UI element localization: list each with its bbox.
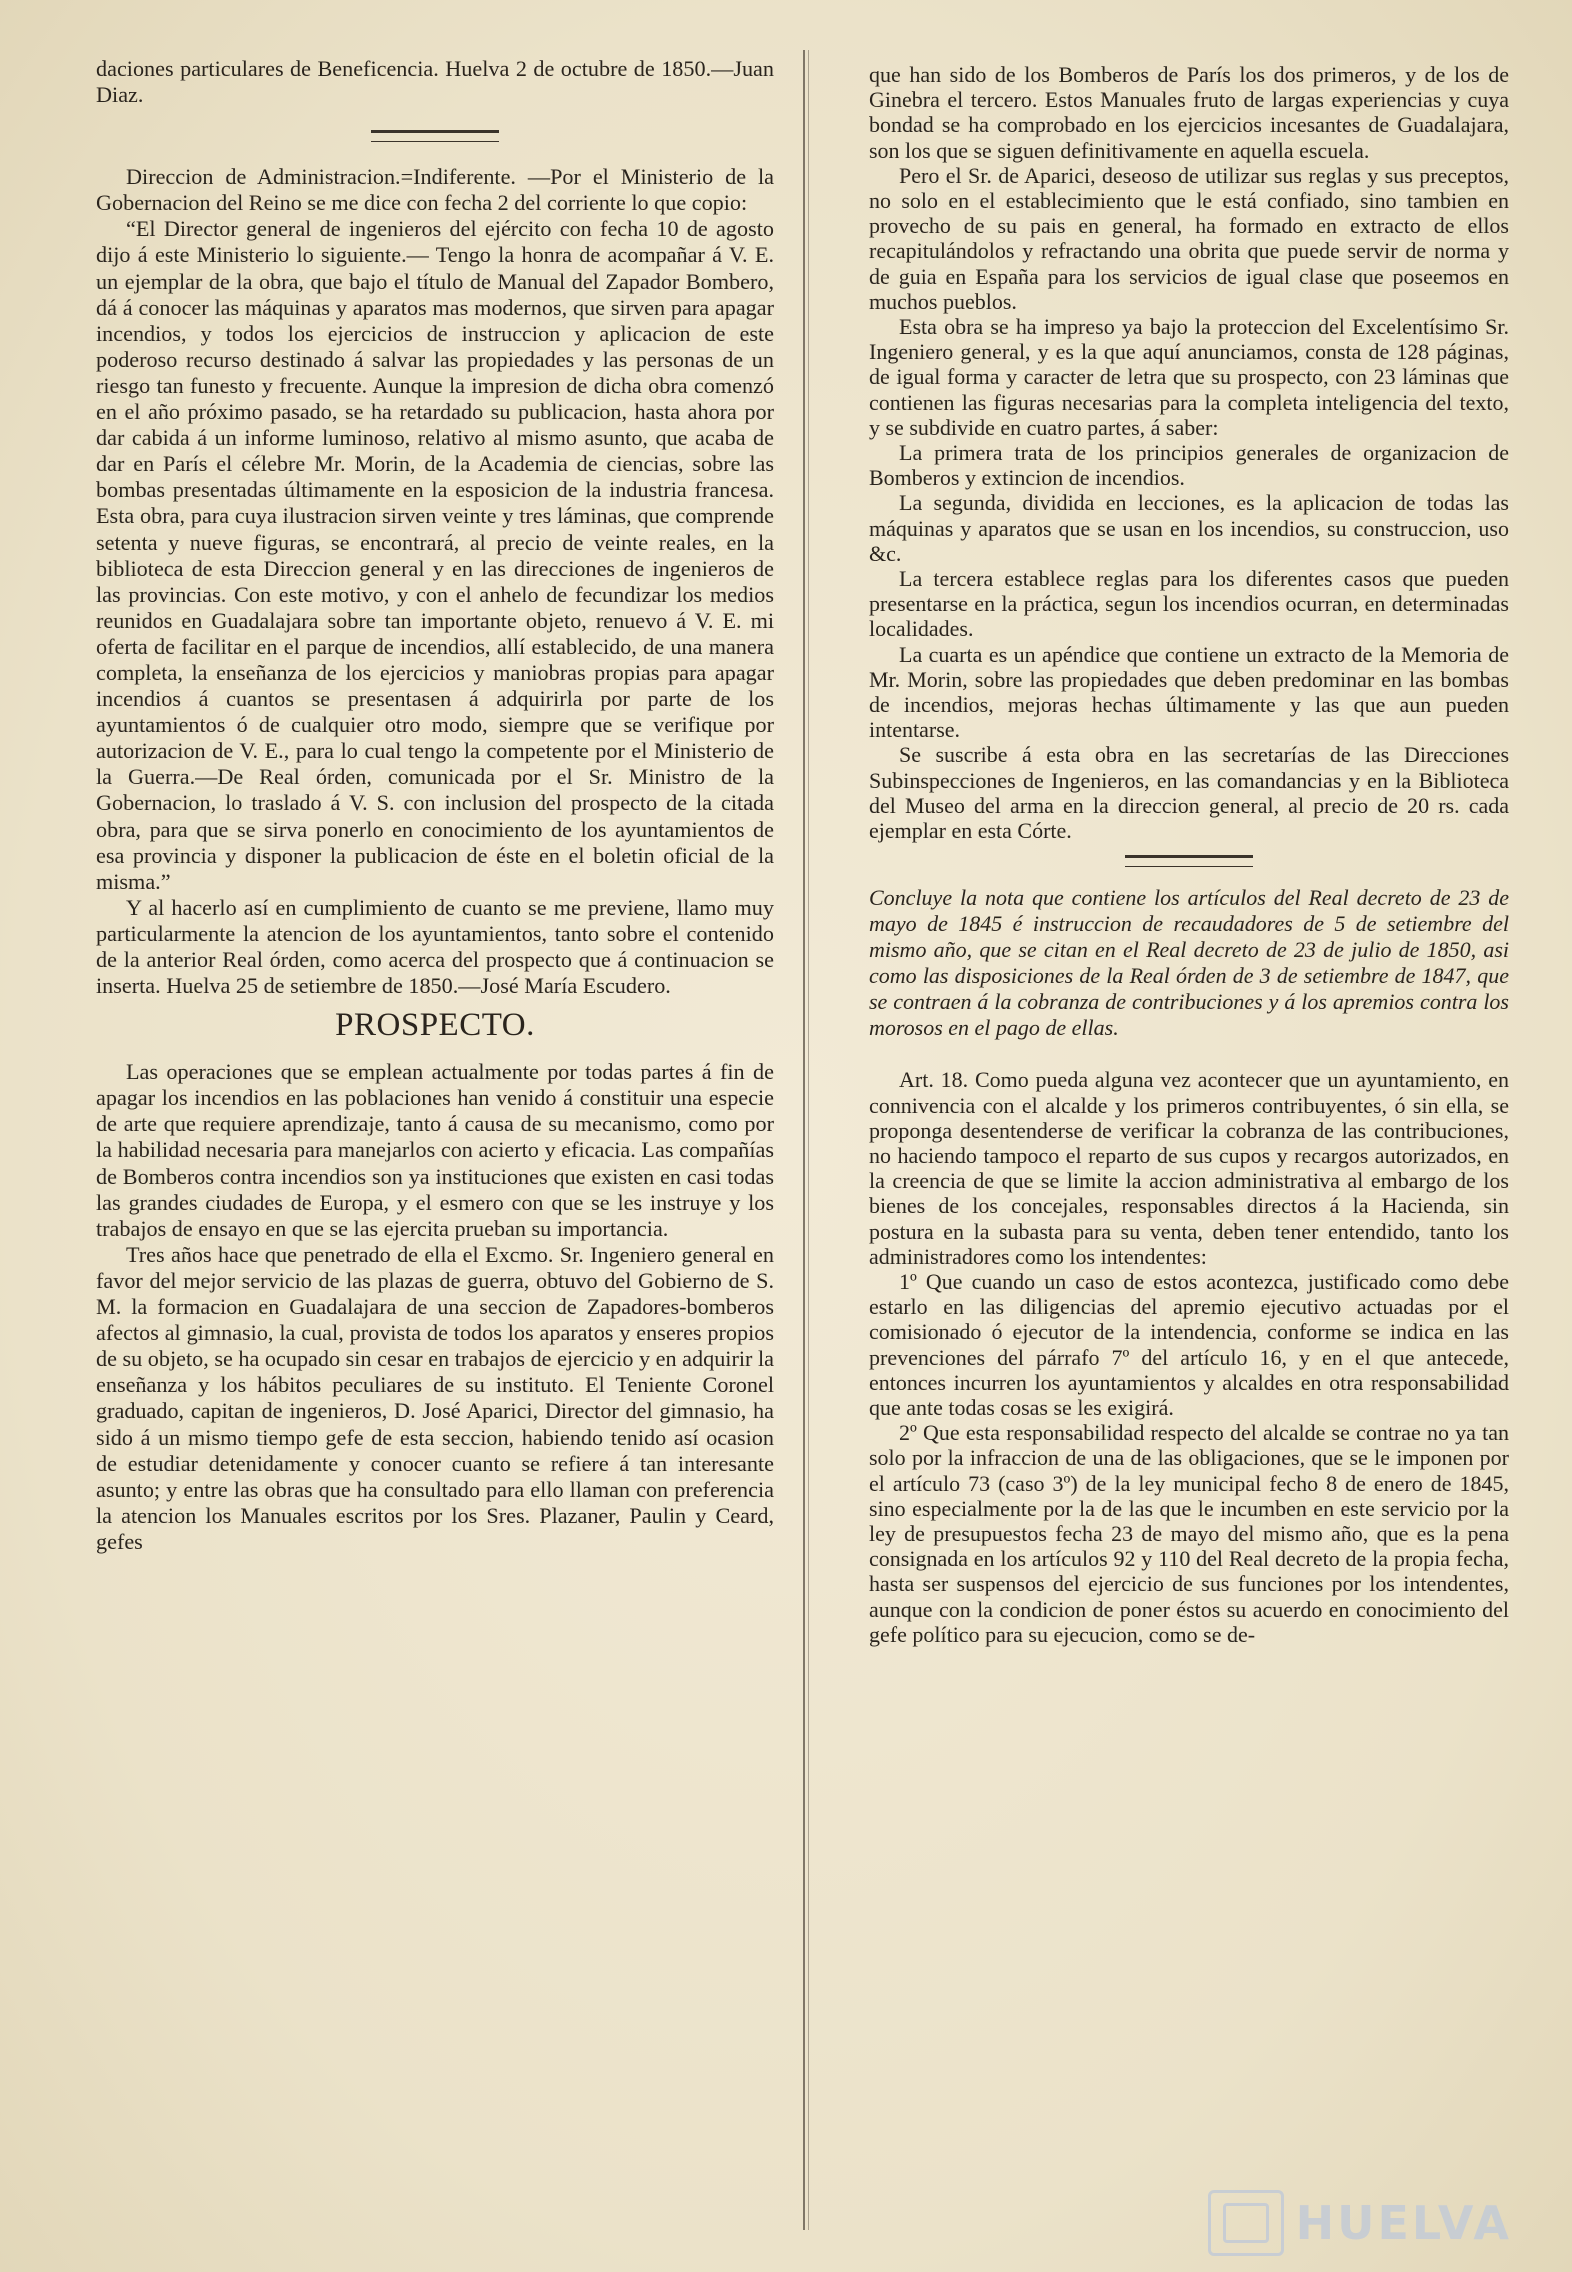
- paragraph: La tercera establece reglas para los diferentes casos que pueden presentarse en la práctica, segun los incendios ocurran, en determinadas localidades.: [869, 566, 1509, 642]
- left-column: [96, 56, 774, 1555]
- paragraph: La segunda, dividida en lecciones, es la aplicacion de todas las máquinas y aparatos que se usan en los incendios, su construccion, uso &c.: [869, 490, 1509, 566]
- watermark-text: HUELVA: [1295, 2196, 1512, 2250]
- italic-note: Concluye la nota que contiene los artículos del Real decreto de 23 de mayo de 1845 é instruccion de recaudadores de 5 de setiembre del mismo año, que se citan en el Real decreto de 23 de julio de 1850, asi como las disposiciones de la Real órden de 3 de setiembre de 1847, que se contraen á la cobranza de contribuciones y á los apremios contra los morosos en el pago de ellas.: [869, 885, 1509, 1041]
- paragraph: 2º Que esta responsabilidad respecto del alcalde se contrae no ya tan solo por la infraccion de una de las obligaciones, que se le imponen por el artículo 73 (caso 3º) de la ley municipal fecho 8 de enero de 1845, sino especialmente por la de las que le incumben en este servicio por la ley de presupuestos fecha 23 de mayo del mismo año, que es la pena consignada en los artículos 92 y 110 del Real decreto de la propia fecha, hasta ser suspensos del ejercicio de sus funciones por los intendentes, aunque con la condicion de poner éstos su acuerdo en conocimiento del gefe político para su ejecucion, como se de-: [869, 1420, 1509, 1647]
- paragraph: que han sido de los Bomberos de París los dos primeros, y de los de Ginebra el tercero. Estos Manuales fruto de largas experiencias y cuya bondad se ha comprobado en los ejercicios incesantes de Guadalajara, son los que se siguen definitivamente en aquella escuela.: [869, 62, 1509, 163]
- intro-paragraph: daciones particulares de Beneficencia. Huelva 2 de octubre de 1850.—Juan Diaz.: [96, 56, 774, 108]
- right-column: [869, 62, 1509, 1647]
- section-separator: [371, 130, 499, 142]
- paragraph: Pero el Sr. de Aparici, deseoso de utilizar sus reglas y sus preceptos, no solo en el establecimiento que le está confiado, sino tambien en provecho de su pais en general, ha formado en extracto de ellos recapitulándolos y refractando una obrita que puede servir de norma y de guia en España para los servicios de igual clase que poseemos en muchos pueblos.: [869, 162, 1509, 314]
- paragraph: 1º Que cuando un caso de estos acontezca, justificado como debe estarlo en las diligencias del apremio ejecutivo actuadas por el comisionado ó ejecutor de la intendencia, conforme se indica en las prevenciones del párrafo 7º del artículo 16, y en el que antecede, entonces incurren los ayuntamientos y alcaldes en otra responsabilidad que ante todas cosas se les exigirá.: [869, 1268, 1509, 1420]
- paragraph: Tres años hace que penetrado de ella el Excmo. Sr. Ingeniero general en favor del mejor servicio de las plazas de guerra, obtuvo del Gobierno de S. M. la formacion en Guadalajara de una seccion de Zapadores-bomberos afectos al gimnasio, la cual, provista de todos los aparatos y enseres propios de su objeto, se ha ocupado sin cesar en trabajos de ejercicio y en adquirir la enseñanza y los hábitos peculiares de su instituto. El Teniente Coronel graduado, capitan de ingenieros, D. José Aparici, Director del gimnasio, ha sido á un mismo tiempo gefe de esta seccion, habiendo tenido así ocasion de estudiar detenidamente y conocer cuanto se refiere á tan interesante asunto; y entre las obras que ha consultado para ello llaman con preferencia la atencion los Manuales escritos por los Sres. Plazaner, Paulin y Ceard, gefes: [96, 1241, 774, 1554]
- archive-watermark: [1208, 2190, 1512, 2256]
- archive-emblem-icon: [1208, 2190, 1284, 2256]
- paragraph: Art. 18. Como pueda alguna vez acontecer que un ayuntamiento, en connivencia con el alcalde y los primeros contribuyentes, ó sin ella, se proponga desentenderse de verificar la cobranza de las contribuciones, no haciendo tampoco el reparto de sus cupos y recargos autorizados, en la creencia de que se limite la accion administrativa al embargo de los bienes de los concejales, responsables directos á la Hacienda, sin postura en la subasta para su venta, deben tener entendido, tanto los administradores como los intendentes:: [869, 1067, 1509, 1269]
- paragraph: La cuarta es un apéndice que contiene un extracto de la Memoria de Mr. Morin, sobre las propiedades que deben predominar en las bombas de incendios, mejoras hechas últimamente y las que aun pueden intentarse.: [869, 641, 1509, 743]
- paragraph: Direccion de Administracion.=Indiferente. —Por el Ministerio de la Gobernacion del Reino se me dice con fecha 2 del corriente lo que copio:: [96, 164, 774, 216]
- section-separator: [1125, 855, 1253, 867]
- column-rule: [803, 50, 805, 2230]
- section-title: PROSPECTO.: [335, 1007, 535, 1044]
- paragraph: Y al hacerlo así en cumplimiento de cuanto se me previene, llamo muy particularmente la atencion de los ayuntamientos, tanto sobre el contenido de la anterior Real órden, como acerca del prospecto que á continuacion se inserta. Huelva 25 de setiembre de 1850.—José María Escudero.: [96, 894, 774, 999]
- paragraph: La primera trata de los principios generales de organizacion de Bomberos y extincion de incendios.: [869, 440, 1509, 491]
- paragraph: Esta obra se ha impreso ya bajo la proteccion del Excelentísimo Sr. Ingeniero general, y es la que aquí anunciamos, consta de 128 páginas, de igual forma y caracter de letra que su prospecto, con 23 láminas que contienen las figuras necesarias para la completa inteligencia del texto, y se subdivide en cuatro partes, á saber:: [869, 314, 1509, 440]
- paragraph: Se suscribe á esta obra en las secretarías de las Direcciones Subinspecciones de Ingenieros, en las comandancias y en la Biblioteca del Museo del arma en la direccion general, al precio de 20 rs. cada ejemplar en esta Córte.: [869, 742, 1509, 844]
- paragraph: “El Director general de ingenieros del ejército con fecha 10 de agosto dijo á este Ministerio lo siguiente.— Tengo la honra de acompañar á V. E. un ejemplar de la obra, que bajo el título de Manual del Zapador Bombero, dá á conocer las máquinas y aparatos mas modernos, que sirven para apagar incendios, y todos los ejercicios de instruccion y aplicacion de este poderoso recurso destinado á salvar las propiedades y las personas de un riesgo tan funesto y frecuente. Aunque la impresion de dicha obra comenzó en el año próximo pasado, se ha retardado su publicacion, hasta ahora por dar cabida á un informe luminoso, relativo al mismo asunto, que acaba de dar en París el célebre Mr. Morin, de la Academia de ciencias, sobre las bombas presentadas últimamente en la esposicion de la industria francesa. Esta obra, para cuya ilustracion sirven veinte y tres láminas, que comprende setenta y nueve figuras, se encontrará, al precio de veinte reales, en la biblioteca de esta Direccion general y en las direcciones de ingenieros de las provincias. Con este motivo, y con el anhelo de fecundizar los medios reunidos en Guadalajara sobre tan importante objeto, renuevo á V. E. mi oferta de facilitar en el parque de incendios, allí establecido, de una manera completa, la enseñanza de los ejercicios y maniobras propias para apagar incendios á cuantos se presentasen á adquirirla por parte de los ayuntamientos ó de cualquier otro modo, siempre que se verifique por autorizacion de V. E., para lo cual tengo la competente por el Ministerio de la Guerra.—De Real órden, comunicada por el Sr. Ministro de la Gobernacion, lo traslado á V. S. con inclusion del prospecto de la citada obra, para que se sirva ponerlo en conocimiento de los ayuntamientos de esa provincia y disponer la publicacion de éste en el boletin oficial de la misma.”: [96, 216, 774, 894]
- column-rule-inner: [808, 50, 809, 2230]
- paragraph: Las operaciones que se emplean actualmente por todas partes á fin de apagar los incendios en las poblaciones han venido á constituir una especie de arte que requiere aprendizaje, tanto á causa de su mecanismo, como por la habilidad necesaria para manejarlos con acierto y eficacia. Las compañías de Bomberos contra incendios son ya instituciones que existen en casi todas las grandes ciudades de Europa, y el esmero con que se les instruye y los trabajos de ensayo en que se las ejercita prueban su importancia.: [96, 1059, 774, 1241]
